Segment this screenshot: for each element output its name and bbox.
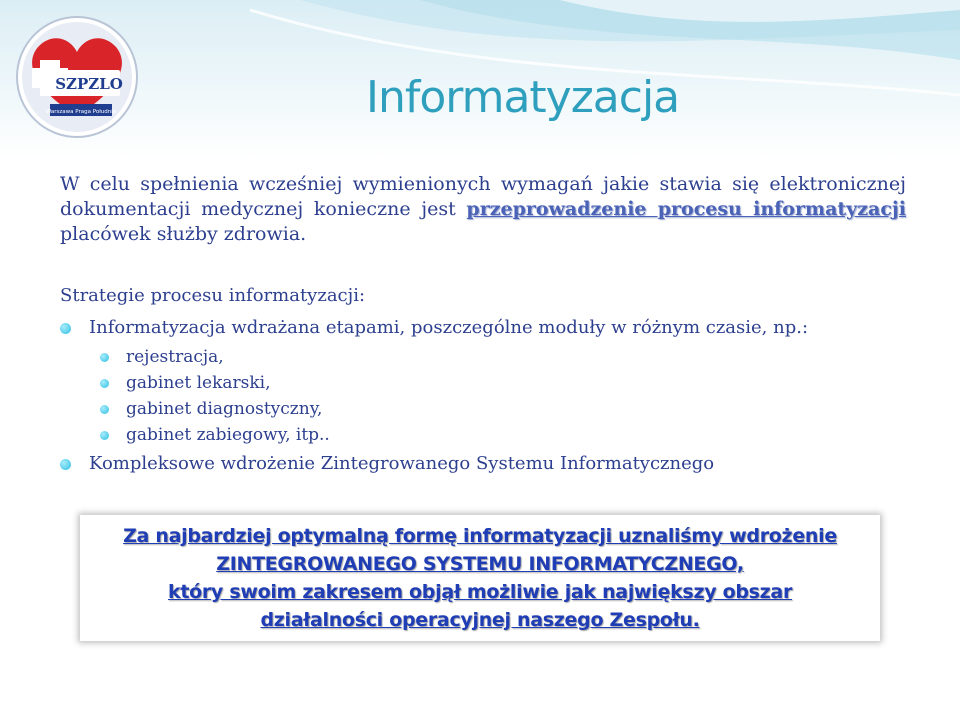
bullet-icon <box>60 323 71 334</box>
intro-paragraph <box>60 172 906 247</box>
list-item <box>60 314 808 448</box>
conclusion-callout <box>80 515 880 641</box>
list-item <box>98 422 808 448</box>
list-item <box>98 370 808 396</box>
callout-line: który swoim zakresem objął możliwie jak największy obszar <box>167 581 793 603</box>
list-item-text: gabinet diagnostyczny, <box>126 399 323 419</box>
list-item <box>60 450 808 478</box>
intro-text-start: W celu spełnienia wcześniej wymienionych wymagań jakie stawia się elektronicznej dokumentacji medycznej konieczne jest <box>60 173 906 220</box>
slide-title: Informatyzacja <box>366 72 680 123</box>
callout-line: Za najbardziej optymalną formę informatyzacji uznaliśmy wdrożenie <box>123 525 837 547</box>
module-sublist <box>98 344 808 448</box>
list-item-text: gabinet lekarski, <box>126 373 271 393</box>
szpzlo-logo <box>14 14 140 140</box>
list-item-text: gabinet zabiegowy, itp.. <box>126 425 330 445</box>
bullet-icon <box>60 459 71 470</box>
bullet-icon <box>100 379 109 388</box>
list-item <box>98 344 808 370</box>
bullet-icon <box>100 405 109 414</box>
intro-text-end: placówek służby zdrowia. <box>60 223 307 245</box>
list-item-text: rejestracja, <box>126 347 224 367</box>
list-item-text: Informatyzacja wdrażana etapami, poszczególne moduły w różnym czasie, np.: <box>89 317 809 338</box>
callout-line: ZINTEGROWANEGO SYSTEMU INFORMATYCZNEGO, <box>216 553 744 575</box>
list-item <box>98 396 808 422</box>
callout-line: działalności operacyjnej naszego Zespołu. <box>260 609 700 631</box>
list-item-text: Kompleksowe wdrożenie Zintegrowanego Systemu Informatycznego <box>89 453 715 474</box>
svg-text:Warszawa Praga Południe: Warszawa Praga Południe <box>45 109 117 115</box>
svg-text:SZPZLO: SZPZLO <box>55 75 123 93</box>
strategy-list <box>60 314 808 478</box>
strategy-heading: Strategie procesu informatyzacji: <box>60 285 366 306</box>
bullet-icon <box>100 431 109 440</box>
bullet-icon <box>100 353 109 362</box>
intro-highlight: przeprowadzenie procesu informatyzacji <box>466 198 906 220</box>
